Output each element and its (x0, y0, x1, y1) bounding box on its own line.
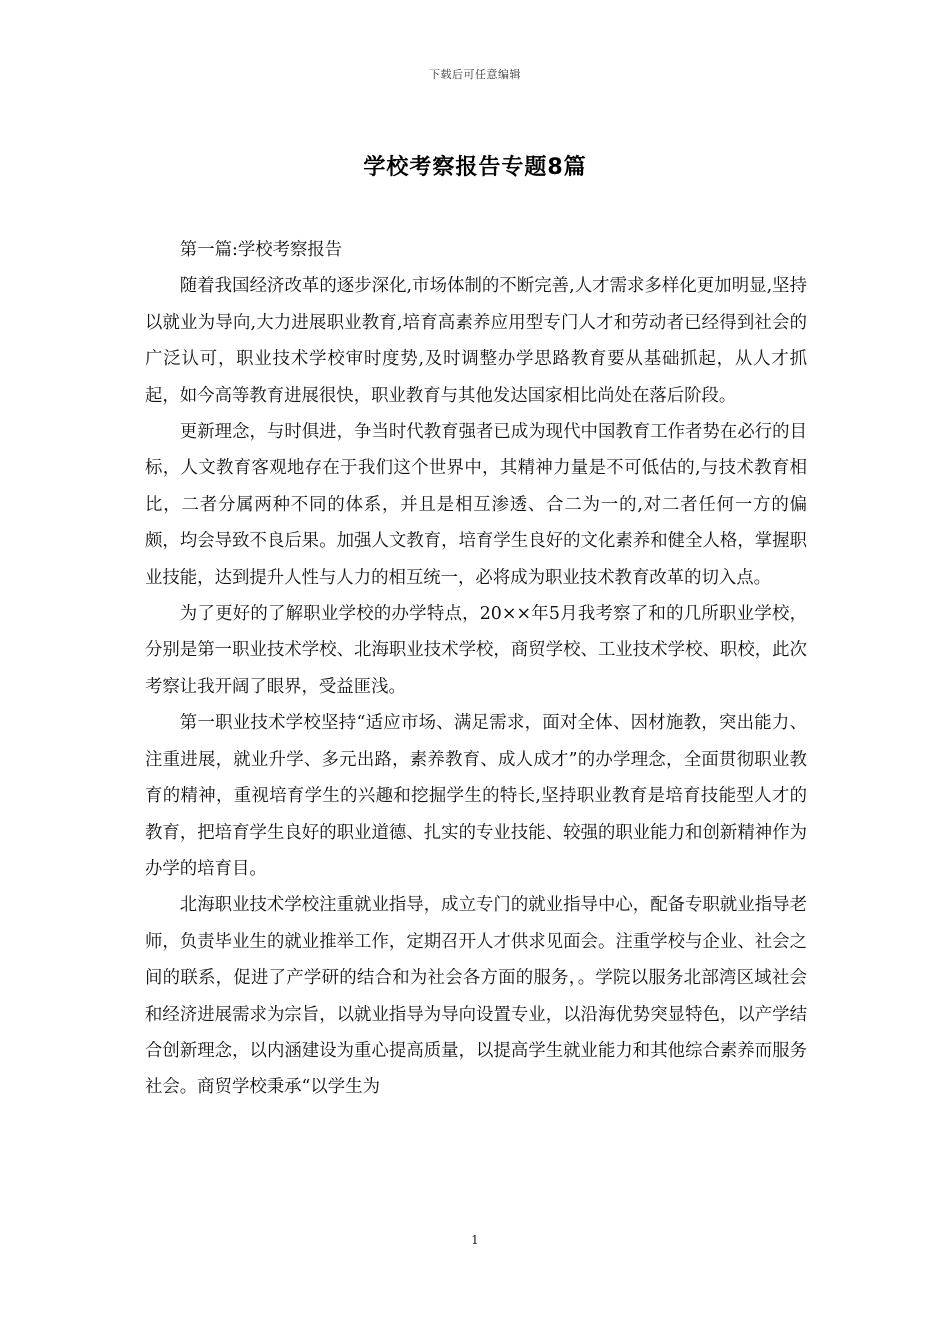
header-note: 下载后可任意编辑 (429, 68, 521, 81)
paragraph: 随着我国经济改革的逐步深化,市场体制的不断完善,人才需求多样化更加明显,坚持以就业为导向,大力进展职业教育,培育高素养应用型专门人才和劳动者已经得到社会的广泛认可，职业技术学校审时度势,及时调整办学思路教育要从基础抓起，从人才抓起，如今高等教育进展很快，职业教育与其他发达国家相比尚处在落后阶段。 (145, 276, 807, 406)
paragraph: 第一职业技术学校坚持“适应市场、满足需求，面对全体、因材施教，突出能力、注重进展，就业升学、多元出路，素养教育、成人成才”的办学理念，全面贯彻职业教育的精神，重视培育学生的兴趣和挖掘学生的特长,坚持职业教育是培育技能型人才的教育，把培育学生良好的职业道德、扎实的专业技能、较强的职业能力和创新精神作为办学的培育目。 (145, 713, 807, 879)
page-number: 1 (471, 1233, 479, 1247)
document-title: 学校考察报告专题8篇 (363, 155, 587, 180)
document-body (145, 232, 807, 1106)
paragraph: 更新理念，与时俱进，争当时代教育强者已成为现代中国教育工作者势在必行的目标，人文教育客观地存在于我们这个世界中，其精神力量是不可低估的,与技术教育相比，二者分属两种不同的体系，并且是相互渗透、合二为一的,对二者任何一方的偏颇，均会导致不良后果。加强人文教育，培育学生良好的文化素养和健全人格，掌握职业技能，达到提升人性与人力的相互统一，必将成为职业技术教育改革的切入点。 (145, 422, 807, 588)
paragraph: 北海职业技术学校注重就业指导，成立专门的就业指导中心，配备专职就业指导老师，负责毕业生的就业推举工作，定期召开人才供求见面会。注重学校与企业、社会之间的联系，促进了产学研的结合和为社会各方面的服务，。学院以服务北部湾区域社会和经济进展需求为宗旨，以就业指导为导向设置专业，以沿海优势突显特色，以产学结合创新理念，以内涵建设为重心提高质量，以提高学生就业能力和其他综合素养而服务社会。商贸学校秉承“以学生为 (145, 895, 807, 1098)
section-heading: 第一篇:学校考察报告 (179, 240, 343, 260)
paragraph: 为了更好的了解职业学校的办学特点，20××年5月我考察了和的几所职业学校，分别是第一职业技术学校、北海职业技术学校，商贸学校、工业技术学校、职校，此次考察让我开阔了眼界，受益匪浅。 (145, 604, 807, 697)
